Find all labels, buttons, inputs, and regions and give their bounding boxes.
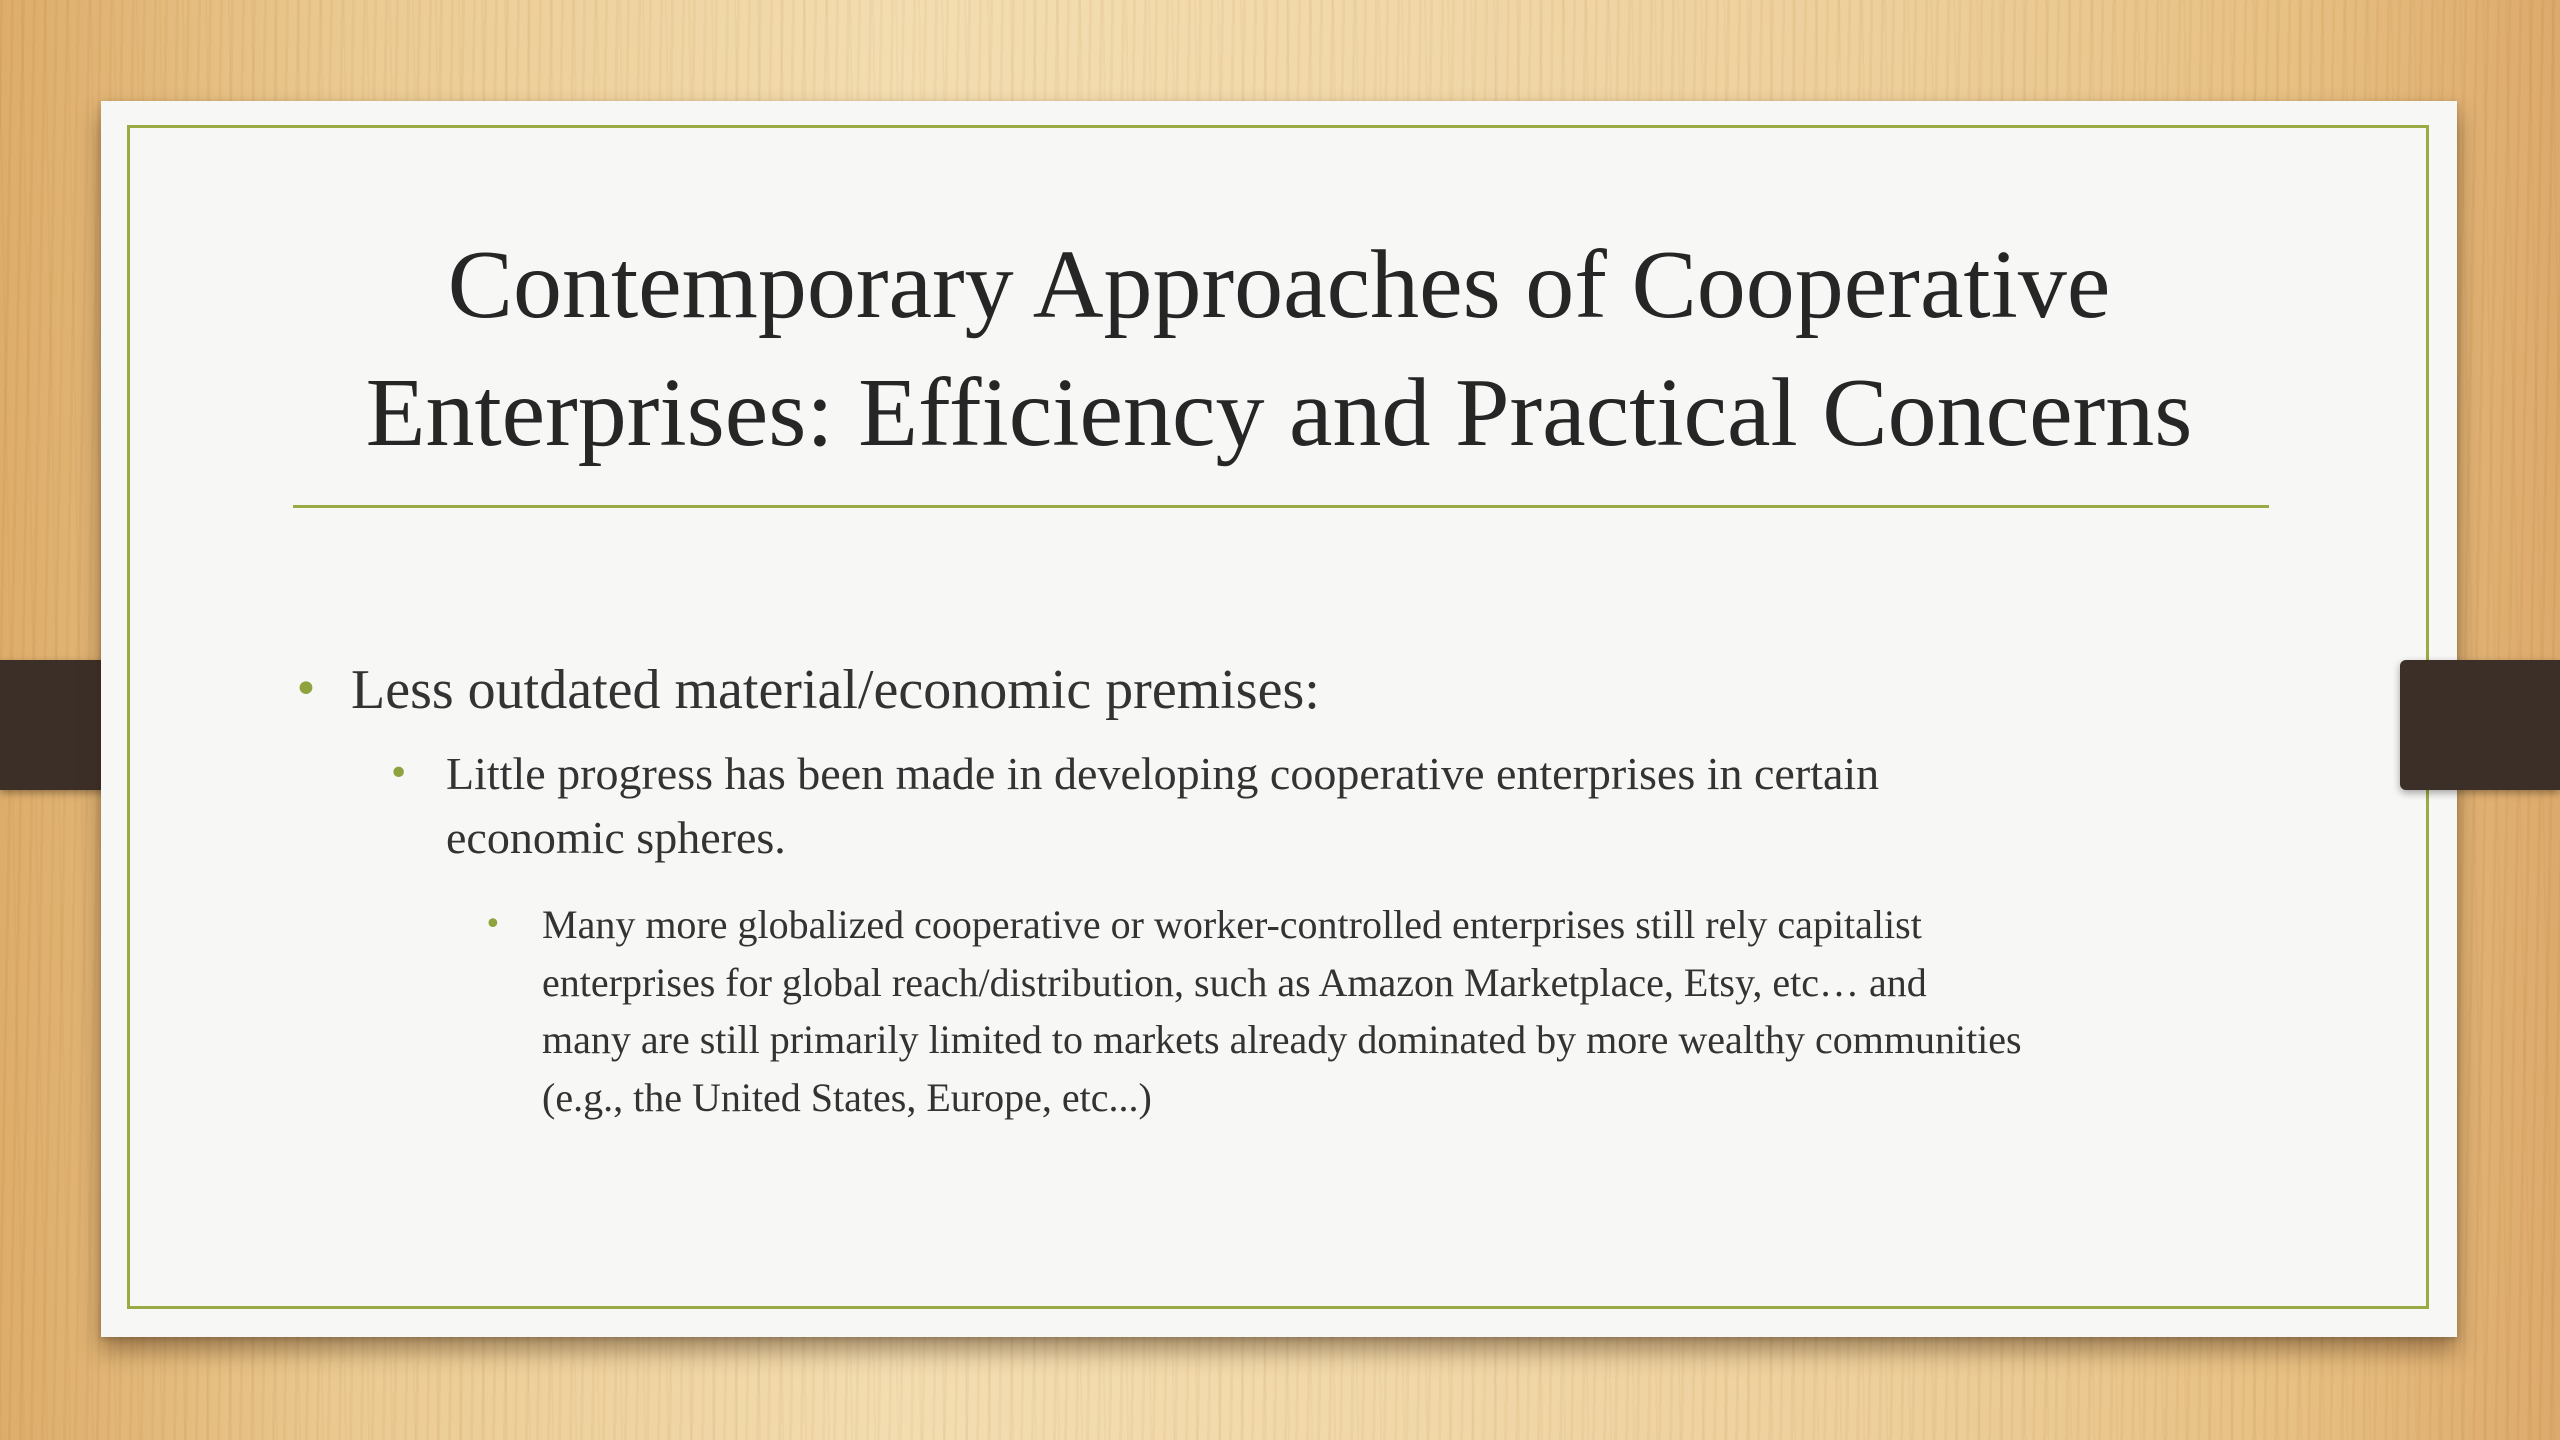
title-divider [293, 505, 2269, 508]
slide-title-line-2: Enterprises: Efficiency and Practical Concerns [365, 359, 2193, 467]
bullet-level-3 [484, 896, 2243, 1126]
bullet-text: Less outdated material/economic premises: [351, 659, 1320, 721]
bullet-dot-icon: • [293, 664, 319, 715]
bullet-text-line-4: (e.g., the United States, Europe, etc...) [542, 1074, 1152, 1120]
slide-title [251, 221, 2307, 477]
right-binder-clip [2400, 660, 2560, 790]
bullet-dot-icon: • [484, 907, 502, 942]
slide [101, 101, 2457, 1337]
slide-title-line-1: Contemporary Approaches of Cooperative [447, 231, 2111, 339]
bullet-text-line-3: many are still primarily limited to markets already dominated by more wealthy communities [542, 1017, 2022, 1062]
bullet-dot-icon: • [388, 753, 410, 794]
bullet-level-2 [388, 742, 2243, 870]
bullet-list [293, 656, 2243, 1126]
bullet-text-line-2: enterprises for global reach/distribution, such as Amazon Marketplace, Etsy, etc… and [542, 959, 1927, 1005]
bullet-text-line-1: Many more globalized cooperative or worker-controlled enterprises still rely capitalist [542, 902, 1922, 947]
bullet-text-line-2: economic spheres. [446, 812, 786, 863]
bullet-text-line-1: Little progress has been made in developing cooperative enterprises in certain [446, 748, 1880, 799]
bullet-level-1 [293, 656, 2243, 724]
